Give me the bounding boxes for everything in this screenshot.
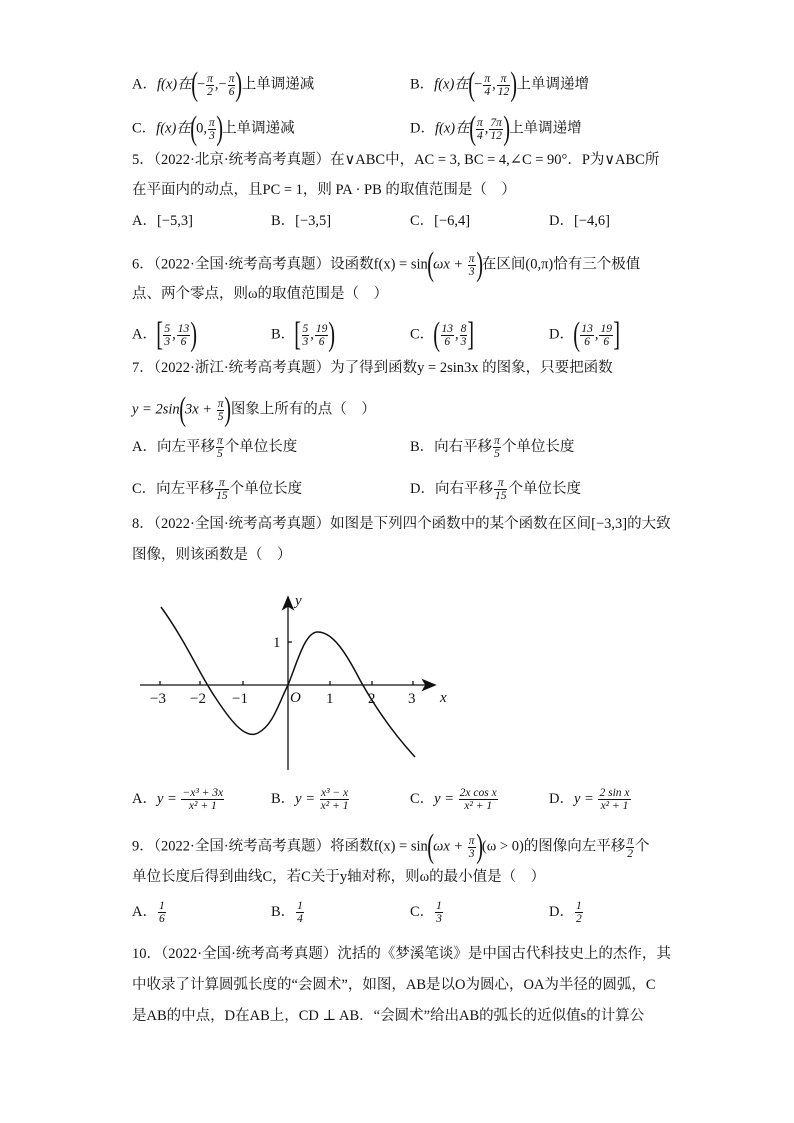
tick-label: 1 — [326, 691, 334, 707]
q8-function-graph — [135, 585, 455, 785]
q4-option-a[interactable]: A．f(x)在(− $\frac{\pi}{2}$ ,− $\frac{\pi}{6}$ )上单调递减 — [132, 66, 315, 103]
fraction: $\frac{\text{−x³ + 3x}}{\text{x² + 1}}$ — [182, 787, 224, 812]
q5-option-d[interactable]: D．[−4,6] — [549, 213, 610, 229]
fraction: $\frac{\pi}{2}$ — [207, 72, 213, 98]
x-axis-label: x — [440, 690, 447, 706]
q9-option-b[interactable]: B． $\frac{1}{4}$ — [271, 900, 303, 925]
q6-stem-line2: 点、两个零点，则ω的取值范围是（ ） — [132, 286, 389, 302]
q5-stem-line1: 5．（2022·北京·统考高考真题）在∨ABC中，AC = 3, BC = 4,∠C = 90°．P为∨ABC所 — [132, 152, 660, 168]
q9-option-a[interactable]: A． $\frac{1}{6}$ — [132, 900, 165, 925]
fraction: $\frac{19}{6}$ — [315, 322, 328, 348]
fraction: $\frac{\pi}{2}$ — [627, 834, 634, 860]
tick-label: −2 — [190, 691, 206, 707]
fraction: $\frac{\pi}{12}$ — [497, 72, 510, 98]
q8-option-a[interactable]: A．y = $\frac{\text{−x³ + 3x}}{\text{x² + 1}}$ — [132, 787, 224, 812]
fraction: $\frac{19}{6}$ — [600, 322, 612, 348]
q6-option-a[interactable]: A．[ $\frac{5}{3}$ , $\frac{13}{6}$ ) — [132, 316, 198, 353]
q6-option-b[interactable]: B．[ $\frac{5}{3}$ , $\frac{19}{6}$ ) — [271, 316, 336, 353]
fraction: $\frac{1}{2}$ — [575, 900, 582, 925]
tick-label: 3 — [408, 691, 416, 707]
q8-stem-line1: 8．（2022·全国·统考高考真题）如图是下列四个函数中的某个函数在区间[−3,3]的大致 — [132, 516, 671, 532]
q7-option-c[interactable]: C．向左平移 $\frac{\pi}{15}$ 个单位长度 — [132, 477, 303, 502]
q6-option-d[interactable]: D．( $\frac{13}{6}$ , $\frac{19}{6}$ ] — [549, 316, 620, 353]
q7-stem-line1: 7．（2022·浙江·统考高考真题）为了得到函数y = 2sin3x 的图象，只要把函数 — [132, 360, 613, 376]
q7-option-a[interactable]: A．向左平移 $\frac{\pi}{5}$ 个单位长度 — [132, 435, 298, 460]
q10-stem-line1: 10．（2022·全国·统考高考真题）沈括的《梦溪笔谈》是中国古代科技史上的杰作，其 — [132, 946, 671, 962]
q7-stem-line2: y = 2sin(3x + $\frac{\pi}{5}$ )图象上所有的点（ ） — [132, 391, 376, 428]
q4-option-d[interactable]: D．f(x)在( $\frac{\pi}{4}$ , $\frac{7\pi}{12}$ )上单调递增 — [410, 110, 582, 147]
q7-option-d[interactable]: D．向右平移 $\frac{\pi}{15}$ 个单位长度 — [410, 477, 581, 502]
q8-option-c[interactable]: C．y = $\frac{\text{2x cos x}}{\text{x² + 1}}$ — [410, 787, 497, 812]
tick-label: 1 — [273, 635, 281, 651]
fraction: $\frac{\pi}{5}$ — [217, 397, 224, 423]
q5-option-a[interactable]: A．[−5,3] — [132, 213, 193, 229]
q10-stem-line3: 是AB的中点，D在AB上，CD ⊥ AB．“会圆术”给出AB的弧长的近似值s的计算公 — [132, 1008, 645, 1024]
y-axis-label: y — [295, 593, 302, 609]
fraction: $\frac{\text{2 sin x}}{\text{x² + 1}}$ — [599, 787, 630, 812]
q5-stem-line2: 在平面内的动点，且PC = 1，则 PA · PB 的取值范围是（ ） — [132, 182, 516, 198]
origin-label: O — [290, 690, 301, 706]
fraction: $\frac{\pi}{5}$ — [216, 435, 223, 460]
fraction: $\frac{5}{3}$ — [164, 322, 171, 348]
fraction: $\frac{\pi}{4}$ — [476, 116, 483, 142]
q9-option-d[interactable]: D． $\frac{1}{2}$ — [549, 900, 582, 925]
q4-option-b[interactable]: B．f(x)在(− $\frac{\pi}{4}$ , $\frac{\pi}{12}$ )上单调递增 — [410, 66, 590, 103]
q8-stem-line2: 图像，则该函数是（ ） — [132, 547, 292, 563]
fraction: $\frac{1}{3}$ — [436, 900, 442, 925]
fraction: $\frac{\pi}{15}$ — [216, 477, 228, 502]
q5-option-c[interactable]: C．[−6,4] — [410, 213, 471, 229]
q9-stem-line2: 单位长度后得到曲线C，若C关于y轴对称，则ω的最小值是（ ） — [132, 869, 546, 885]
fraction: $\frac{\pi}{3}$ — [468, 252, 475, 278]
q6-stem-line1: 6．（2022·全国·统考高考真题）设函数f(x) = sin(ωx + $\frac{\pi}{3}$ )在区间(0,π)恰有三个极值 — [132, 246, 641, 283]
fraction: $\frac{1}{4}$ — [297, 900, 303, 925]
q5-option-b[interactable]: B．[−3,5] — [271, 213, 332, 229]
fraction: $\frac{\pi}{3}$ — [209, 116, 215, 142]
q4-option-c[interactable]: C．f(x)在(0, $\frac{\pi}{3}$ )上单调递减 — [132, 110, 295, 147]
fraction: $\frac{1}{6}$ — [158, 900, 165, 925]
fraction: $\frac{\text{2x cos x}}{\text{x² + 1}}$ — [459, 787, 497, 812]
fraction: $\frac{\pi}{3}$ — [468, 834, 475, 860]
q7-option-b[interactable]: B．向右平移 $\frac{\pi}{5}$ 个单位长度 — [410, 435, 575, 460]
tick-label: 2 — [368, 691, 376, 707]
fraction: $\frac{13}{6}$ — [441, 322, 453, 348]
fraction: $\frac{\text{x³ − x}}{\text{x² + 1}}$ — [320, 787, 349, 812]
q8-option-d[interactable]: D．y = $\frac{\text{2 sin x}}{\text{x² + 1}}$ — [549, 787, 630, 812]
fraction: $\frac{13}{6}$ — [581, 322, 593, 348]
fraction: $\frac{8}{3}$ — [460, 322, 467, 348]
q10-stem-line2: 中收录了计算圆弧长度的“会圆术”，如图，AB是以O为圆心，OA为半径的圆弧，C — [132, 977, 656, 993]
q9-option-c[interactable]: C． $\frac{1}{3}$ — [410, 900, 442, 925]
tick-label: −1 — [232, 691, 248, 707]
tick-label: −3 — [150, 691, 166, 707]
q6-option-c[interactable]: C．( $\frac{13}{6}$ , $\frac{8}{3}$ ] — [410, 316, 475, 353]
fraction: $\frac{5}{3}$ — [302, 322, 309, 348]
fraction: $\frac{\pi}{5}$ — [494, 435, 500, 460]
fraction: $\frac{7\pi}{12}$ — [490, 116, 502, 142]
fraction: $\frac{\pi}{4}$ — [484, 72, 491, 98]
fraction: $\frac{\pi}{15}$ — [494, 477, 507, 502]
q8-option-b[interactable]: B．y = $\frac{\text{x³ − x}}{\text{x² + 1}}$ — [271, 787, 349, 812]
fraction: $\frac{13}{6}$ — [177, 322, 190, 348]
fraction: $\frac{\pi}{6}$ — [228, 72, 235, 98]
q9-stem-line1: 9．（2022·全国·统考高考真题）将函数f(x) = sin(ωx + $\frac{\pi}{3}$ )(ω > 0)的图像向左平移 $\frac{\pi}{2}$ 个 — [132, 828, 650, 865]
